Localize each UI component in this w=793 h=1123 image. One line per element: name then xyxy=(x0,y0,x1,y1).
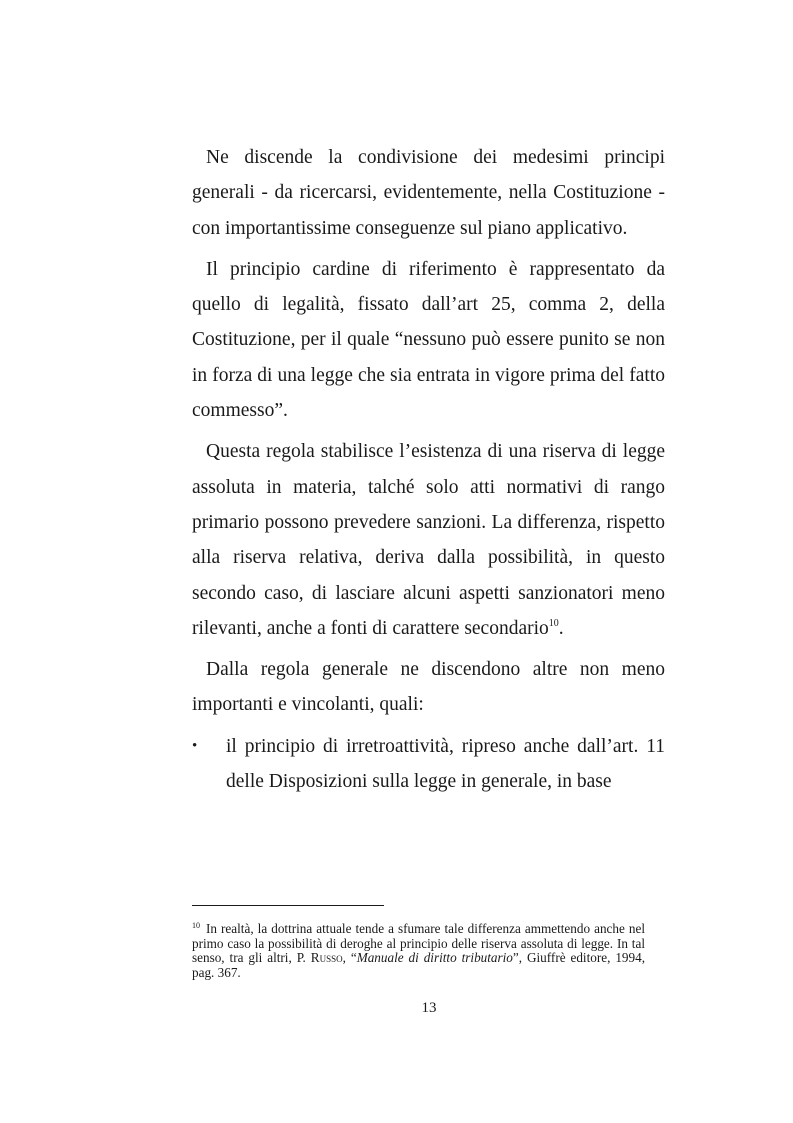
bullet-text: il principio di irretroattività, ripreso anche dall’art. 11 delle Disposizioni sulla legge in generale, in base xyxy=(226,735,665,793)
bullet-icon: • xyxy=(192,737,198,754)
paragraph-4: Dalla regola generale ne discendono altre non meno importanti e vincolanti, quali: xyxy=(192,659,665,716)
paragraph-3-end: . xyxy=(558,617,564,639)
footnote xyxy=(192,922,645,980)
footnote-number: 10 xyxy=(192,921,200,930)
paragraph-3 xyxy=(192,434,665,646)
page-number: 13 xyxy=(421,1000,437,1016)
paragraph-1: Ne discende la condivisione dei medesimi principi generali - da ricercarsi, evidentemente, nella Costituzione - con importantissime conseguenze sul piano applicativo. xyxy=(192,147,665,239)
paragraph-3-text: Questa regola stabilisce l’esistenza di una riserva di legge assoluta in materia, talché solo atti normativi di rango primario possono prevedere sanzioni. La differenza, rispetto alla riserva relativa, deriva dalla possibilità, in questo secondo caso, di lasciare alcuni aspetti sanzionatori meno rilevanti, anche a fonti di carattere secondario xyxy=(192,441,665,639)
footnote-title: Manuale di diritto tributario xyxy=(356,950,513,965)
bullet-item xyxy=(192,729,665,800)
footnote-text: In realtà, la dottrina attuale tende a sfumare tale differenza ammettendo anche nel primo caso la possibilità di deroghe al principio delle riserva assoluta di legge. In tal senso, tra gli altri, P. xyxy=(192,921,645,965)
footnote-divider xyxy=(192,905,384,906)
footnote-reference[interactable]: 10 xyxy=(548,617,559,629)
main-text xyxy=(192,140,665,805)
footnote-author: Russo xyxy=(310,950,343,965)
paragraph-2: Il principio cardine di riferimento è rappresentato da quello di legalità, fissato dall’art 25, comma 2, della Costituzione, per il quale “nessuno può essere punito se non in forza di una legge che sia entrata in vigore prima del fatto commesso”. xyxy=(192,258,665,422)
footnote-publisher: ”, Giuffrè editore, 1994, pag. 367. xyxy=(192,950,646,980)
footnote-separator: , “ xyxy=(342,950,357,965)
